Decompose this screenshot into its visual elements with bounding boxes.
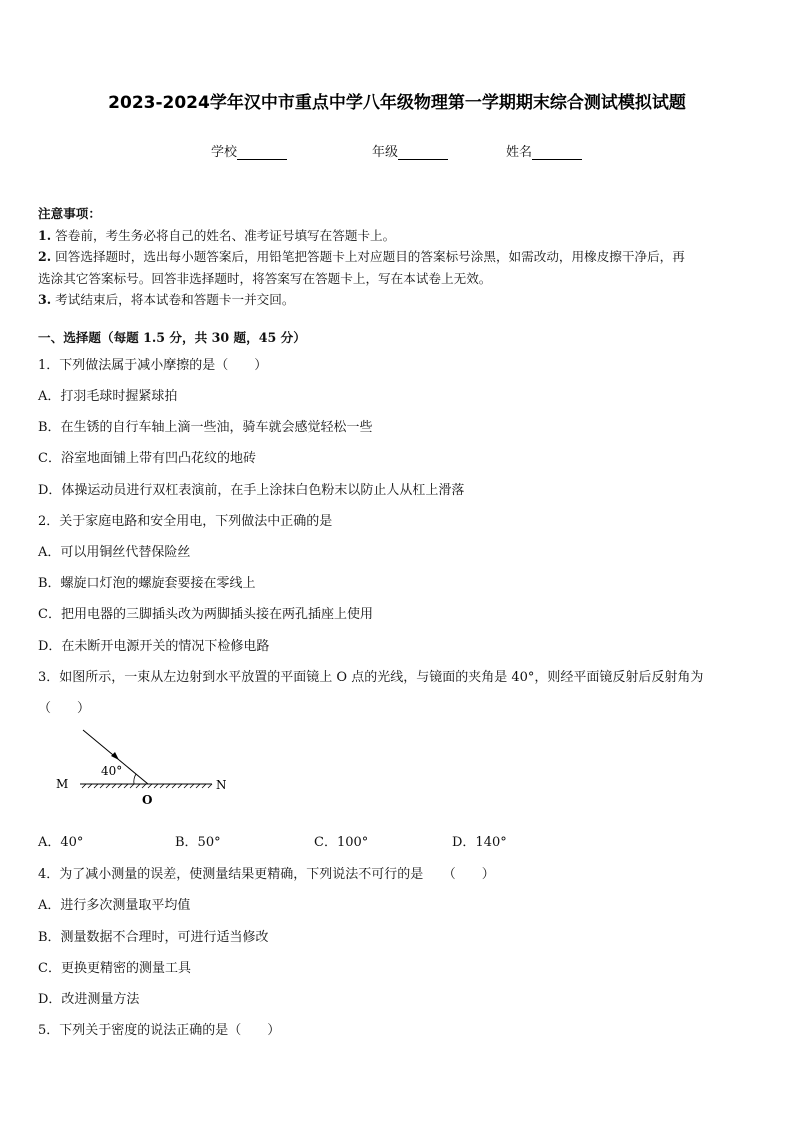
notes-block bbox=[38, 203, 760, 311]
option-b: B．在生锈的自行车轴上滴一些油，骑车就会感觉轻松一些 bbox=[38, 420, 373, 435]
grade-label: 年级 bbox=[372, 145, 399, 160]
question-stem: 3．如图所示，一束从左边射到水平放置的平面镜上 O 点的光线，与镜面的夹角是 40°，则经平面镜反射后反射角为 bbox=[38, 670, 704, 685]
grade-field bbox=[372, 141, 448, 160]
name-label: 姓名 bbox=[506, 145, 533, 160]
option-c: C．把用电器的三脚插头改为两脚插头接在两孔插座上使用 bbox=[38, 607, 373, 622]
question-stem-cont: （ ） bbox=[38, 701, 91, 716]
notes-item: 1. 答卷前，考生务必将自己的姓名、准考证号填写在答题卡上。 bbox=[38, 227, 396, 243]
option-b: B．50° bbox=[175, 835, 221, 850]
mirror-right-label: N bbox=[216, 778, 227, 792]
ray-arrow-icon bbox=[111, 752, 119, 760]
option-d: D．140° bbox=[452, 835, 507, 850]
option-d: D．在未断开电源开关的情况下检修电路 bbox=[38, 639, 270, 654]
option-a: A．40° bbox=[38, 835, 84, 850]
option-c: C．100° bbox=[314, 835, 369, 850]
section-heading: 一、选择题（每题 1.5 分，共 30 题，45 分） bbox=[38, 330, 306, 345]
question-stem: 5．下列关于密度的说法正确的是（ ） bbox=[38, 1023, 281, 1038]
option-b: B．测量数据不合理时，可进行适当修改 bbox=[38, 930, 269, 945]
school-field bbox=[211, 141, 287, 160]
angle-label: 40° bbox=[101, 764, 123, 778]
angle-arc bbox=[134, 774, 136, 784]
question-stem: 4．为了减小测量的误差，使测量结果更精确，下列说法不可行的是 （ ） bbox=[38, 867, 495, 882]
grade-blank bbox=[398, 145, 448, 160]
notes-heading: 注意事项： bbox=[38, 206, 101, 221]
point-o-label: O bbox=[142, 793, 153, 807]
notes-item: 选涂其它答案标号。回答非选择题时，将答案写在答题卡上，写在本试卷上无效。 bbox=[38, 270, 492, 286]
mirror-hatching bbox=[82, 784, 212, 788]
mirror-diagram bbox=[50, 722, 240, 808]
notes-item: 3. 考试结束后，将本试卷和答题卡一并交回。 bbox=[38, 292, 295, 307]
option-a: A．可以用铜丝代替保险丝 bbox=[38, 545, 191, 560]
option-a: A．打羽毛球时握紧球拍 bbox=[38, 389, 178, 404]
option-d: D．体操运动员进行双杠表演前，在手上涂抹白色粉末以防止人从杠上滑落 bbox=[38, 483, 465, 498]
page-title: 2023-2024学年汉中市重点中学八年级物理第一学期期末综合测试模拟试题 bbox=[108, 93, 686, 113]
option-c: C．浴室地面铺上带有凹凸花纹的地砖 bbox=[38, 451, 256, 466]
school-label: 学校 bbox=[211, 145, 238, 160]
option-d: D．改进测量方法 bbox=[38, 992, 140, 1007]
option-a: A．进行多次测量取平均值 bbox=[38, 898, 191, 913]
question-stem: 2．关于家庭电路和安全用电，下列做法中正确的是 bbox=[38, 514, 333, 529]
option-b: B．螺旋口灯泡的螺旋套要接在零线上 bbox=[38, 576, 256, 591]
question-stem: 1．下列做法属于减小摩擦的是（ ） bbox=[38, 358, 268, 373]
name-field bbox=[506, 141, 582, 160]
mirror-left-label: M bbox=[56, 777, 69, 791]
notes-item: 2. 回答选择题时，选出每小题答案后，用铅笔把答题卡上对应题目的答案标号涂黑，如需改动，用橡皮擦干净后，再 bbox=[38, 249, 685, 264]
school-blank bbox=[237, 145, 287, 160]
option-c: C．更换更精密的测量工具 bbox=[38, 961, 191, 976]
name-blank bbox=[532, 145, 582, 160]
